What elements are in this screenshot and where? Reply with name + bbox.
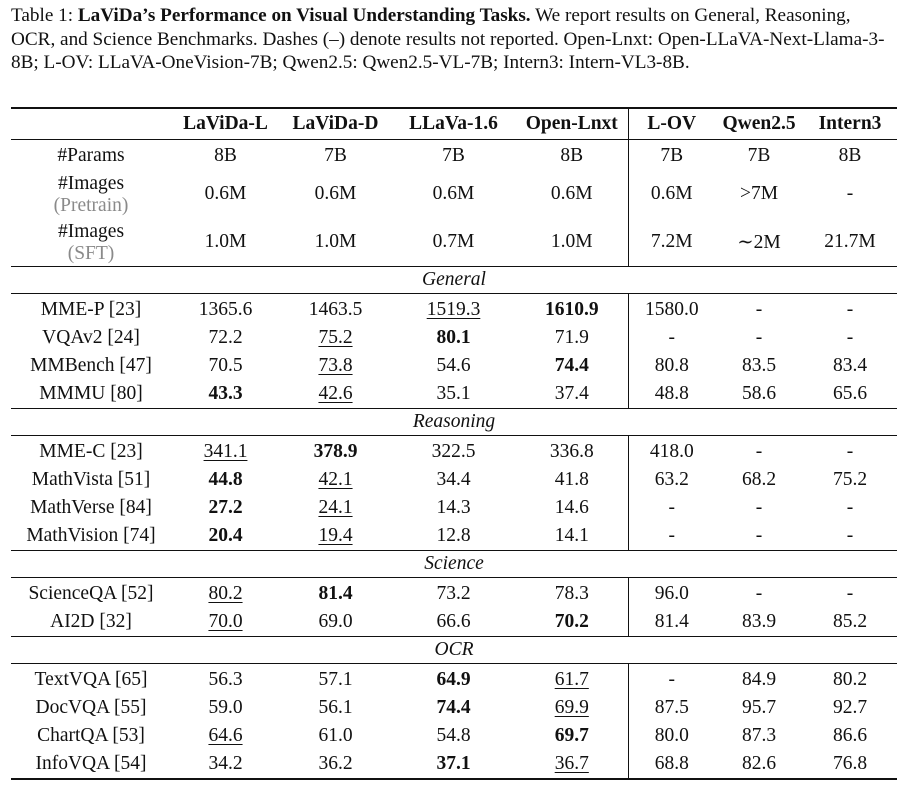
benchmark-name: MME-P [23]	[40, 299, 142, 320]
benchmark-name: AI2D [32]	[50, 611, 132, 632]
table-cell: 7B	[442, 145, 465, 166]
table-cell: -	[846, 183, 854, 204]
score-cell: 20.4	[208, 525, 243, 546]
row-label-sub: (SFT)	[67, 242, 115, 264]
score-cell: 95.7	[741, 697, 777, 718]
benchmark-row	[11, 324, 897, 352]
benchmark-row	[11, 294, 897, 325]
params-row	[11, 140, 897, 171]
table-cell: 1.0M	[314, 231, 357, 252]
score-cell: 418.0	[628, 436, 715, 467]
benchmark-name: TextVQA [65]	[34, 669, 148, 690]
benchmark-row	[11, 664, 897, 695]
score-cell: 24.1	[318, 497, 353, 518]
section-header-row	[11, 409, 897, 436]
score-cell: 37.1	[391, 750, 516, 779]
score-cell: 35.1	[436, 383, 471, 404]
row-label-sub: (Pretrain)	[53, 194, 129, 216]
score-cell: 54.8	[436, 725, 471, 746]
score-cell: 96.0	[628, 578, 715, 609]
table-cell: 7B	[747, 145, 771, 166]
score-cell: 70.2	[554, 611, 589, 632]
score-cell: 66.6	[436, 611, 471, 632]
table-cell: 0.6M	[628, 170, 715, 218]
benchmark-name: InfoVQA [54]	[11, 750, 171, 779]
score-cell: 83.4	[832, 355, 868, 376]
table-cell: 0.6M	[314, 183, 357, 204]
section-title: OCR	[11, 637, 897, 664]
score-cell: 69.9	[554, 697, 589, 718]
benchmark-row	[11, 578, 897, 609]
score-cell: 56.3	[208, 669, 243, 690]
score-cell: 19.4	[318, 525, 353, 546]
score-cell: 63.2	[628, 466, 715, 494]
section-header-row	[11, 267, 897, 294]
row-label: #Params	[57, 145, 125, 166]
section-title: Reasoning	[11, 409, 897, 436]
score-cell: 81.4	[318, 583, 353, 604]
score-cell: -	[755, 525, 763, 546]
score-cell: 57.1	[318, 669, 353, 690]
score-cell: 80.2	[208, 583, 243, 604]
table-cell: >7M	[739, 183, 779, 204]
benchmark-name: DocVQA [55]	[35, 697, 147, 718]
score-cell: 1463.5	[308, 299, 363, 320]
score-cell: 78.3	[554, 583, 589, 604]
table-caption	[11, 4, 897, 75]
score-cell: 14.6	[554, 497, 589, 518]
row-label	[11, 170, 171, 218]
header-cell: Qwen2.5	[715, 108, 803, 140]
score-cell: 80.1	[436, 327, 471, 348]
score-cell: -	[846, 441, 854, 462]
score-cell: -	[846, 327, 854, 348]
section-header-row	[11, 637, 897, 664]
score-cell: 68.8	[628, 750, 715, 779]
benchmark-row	[11, 466, 897, 494]
score-cell: 76.8	[803, 750, 897, 779]
score-cell: 61.0	[318, 725, 353, 746]
score-cell: 65.6	[832, 383, 868, 404]
score-cell: 64.9	[436, 669, 471, 690]
row-label	[11, 218, 171, 267]
images-pretrain-row	[11, 170, 897, 218]
benchmark-row	[11, 380, 897, 409]
score-cell: 64.6	[208, 725, 243, 746]
score-cell: 69.0	[318, 611, 353, 632]
score-cell: 56.1	[318, 697, 353, 718]
score-cell: 80.2	[832, 669, 868, 690]
table-cell: 7B	[628, 140, 715, 171]
table-cell: 8B	[560, 145, 584, 166]
score-cell: 322.5	[431, 441, 476, 462]
table-cell: 21.7M	[824, 231, 876, 252]
section-title: Science	[11, 551, 897, 578]
score-cell: 42.1	[318, 469, 353, 490]
score-cell: 1519.3	[426, 299, 481, 320]
score-cell: 75.2	[318, 327, 353, 348]
score-cell: 42.6	[318, 383, 353, 404]
score-cell: 81.4	[628, 608, 715, 637]
score-cell: 73.8	[318, 355, 353, 376]
score-cell: 68.2	[741, 469, 777, 490]
benchmark-row	[11, 750, 897, 779]
score-cell: -	[628, 494, 715, 522]
benchmark-name: ChartQA [53]	[37, 725, 145, 746]
table-cell: 8B	[838, 145, 862, 166]
header-cell: LLaVa-1.6	[391, 108, 516, 140]
score-cell: -	[628, 522, 715, 551]
benchmark-row	[11, 522, 897, 551]
section-header-row	[11, 551, 897, 578]
score-cell: 83.5	[741, 355, 777, 376]
benchmark-row	[11, 608, 897, 637]
score-cell: 14.3	[436, 497, 471, 518]
score-cell: 27.2	[208, 497, 243, 518]
table-cell: 0.6M	[204, 183, 247, 204]
score-cell: 41.8	[554, 469, 589, 490]
score-cell: 84.9	[741, 669, 777, 690]
score-cell: 34.4	[436, 469, 471, 490]
score-cell: 85.2	[832, 611, 868, 632]
score-cell: 69.7	[554, 725, 589, 746]
caption-label: Table 1:	[11, 5, 74, 26]
header-cell: LaViDa-L	[171, 108, 280, 140]
score-cell: 37.4	[554, 383, 589, 404]
table-cell: 7B	[324, 145, 347, 166]
score-cell: 80.8	[628, 352, 715, 380]
score-cell: 74.4	[554, 355, 589, 376]
score-cell: 61.7	[554, 669, 589, 690]
score-cell: 83.9	[741, 611, 777, 632]
score-cell: 73.2	[436, 583, 471, 604]
score-cell: -	[846, 525, 854, 546]
score-cell: 92.7	[832, 697, 868, 718]
score-cell: 80.0	[628, 722, 715, 750]
benchmark-row	[11, 694, 897, 722]
score-cell: 1365.6	[198, 299, 253, 320]
caption-title: LaViDa’s Performance on Visual Understanding Tasks.	[77, 5, 531, 26]
score-cell: 87.3	[741, 725, 777, 746]
score-cell: 34.2	[171, 750, 280, 779]
score-cell: 14.1	[554, 525, 589, 546]
images-sft-row	[11, 218, 897, 267]
score-cell: 48.8	[628, 380, 715, 409]
score-cell: 71.9	[554, 327, 589, 348]
score-cell: 1610.9	[544, 299, 599, 320]
score-cell: 336.8	[549, 441, 594, 462]
score-cell: 59.0	[208, 697, 243, 718]
results-table	[11, 107, 897, 780]
table-cell: 1.0M	[204, 231, 247, 252]
caption-text: We report results on General, Reasoning, OCR, and Science Benchmarks. Dashes (–) denote results not reported. Open-Lnxt: Open-LLaVA-Next-Llama-3-8B; L-OV: LLaVA-OneVision-7B; Qwen2.5: Qwen2.5-VL-7B; Intern3: Intern-VL3-8B.	[11, 5, 885, 74]
score-cell: -	[628, 324, 715, 352]
table-cell: 0.6M	[432, 183, 475, 204]
score-cell: -	[846, 583, 854, 604]
header-cell: Open-Lnxt	[516, 108, 628, 140]
score-cell: 72.2	[208, 327, 243, 348]
score-cell: -	[755, 441, 763, 462]
score-cell: 70.0	[208, 611, 243, 632]
score-cell: 58.6	[741, 383, 777, 404]
score-cell: 44.8	[208, 469, 243, 490]
score-cell: -	[628, 664, 715, 695]
benchmark-name: MMBench [47]	[30, 355, 152, 376]
score-cell: -	[755, 497, 763, 518]
score-cell: 87.5	[628, 694, 715, 722]
table-cell: 0.7M	[432, 231, 475, 252]
score-cell: 36.2	[280, 750, 391, 779]
benchmark-name: VQAv2 [24]	[42, 327, 140, 348]
benchmark-name: MathVista [51]	[31, 469, 151, 490]
header-cell: L-OV	[628, 108, 715, 140]
benchmark-name: MMMU [80]	[39, 383, 143, 404]
score-cell: 54.6	[436, 355, 471, 376]
benchmark-row	[11, 436, 897, 467]
row-label-main: #Images	[57, 220, 125, 242]
table-cell: 1.0M	[550, 231, 593, 252]
row-label-main: #Images	[57, 172, 125, 194]
score-cell: 36.7	[516, 750, 628, 779]
header-cell: Intern3	[803, 108, 897, 140]
score-cell: -	[755, 583, 763, 604]
score-cell: -	[755, 327, 763, 348]
section-title: General	[11, 267, 897, 294]
header-row	[11, 108, 897, 140]
score-cell: 12.8	[436, 525, 471, 546]
score-cell: -	[755, 299, 763, 320]
score-cell: 86.6	[832, 725, 868, 746]
table-cell: 0.6M	[550, 183, 593, 204]
score-cell: 82.6	[715, 750, 803, 779]
score-cell: 1580.0	[628, 294, 715, 325]
benchmark-name: MathVision [74]	[26, 525, 156, 546]
table-cell: 7.2M	[628, 218, 715, 267]
score-cell: 43.3	[208, 383, 243, 404]
table-cell: ∼2M	[737, 232, 781, 253]
header-cell: LaViDa-D	[280, 108, 391, 140]
header-cell	[11, 108, 171, 140]
table-cell: 8B	[214, 145, 237, 166]
benchmark-name: ScienceQA [52]	[28, 583, 154, 604]
score-cell: 70.5	[208, 355, 243, 376]
score-cell: 341.1	[203, 441, 248, 462]
benchmark-row	[11, 352, 897, 380]
benchmark-name: MathVerse [84]	[30, 497, 152, 518]
benchmark-row	[11, 722, 897, 750]
score-cell: 74.4	[436, 697, 471, 718]
benchmark-name: MME-C [23]	[39, 441, 143, 462]
score-cell: -	[846, 497, 854, 518]
benchmark-row	[11, 494, 897, 522]
score-cell: -	[846, 299, 854, 320]
score-cell: 75.2	[832, 469, 868, 490]
score-cell: 378.9	[313, 441, 358, 462]
